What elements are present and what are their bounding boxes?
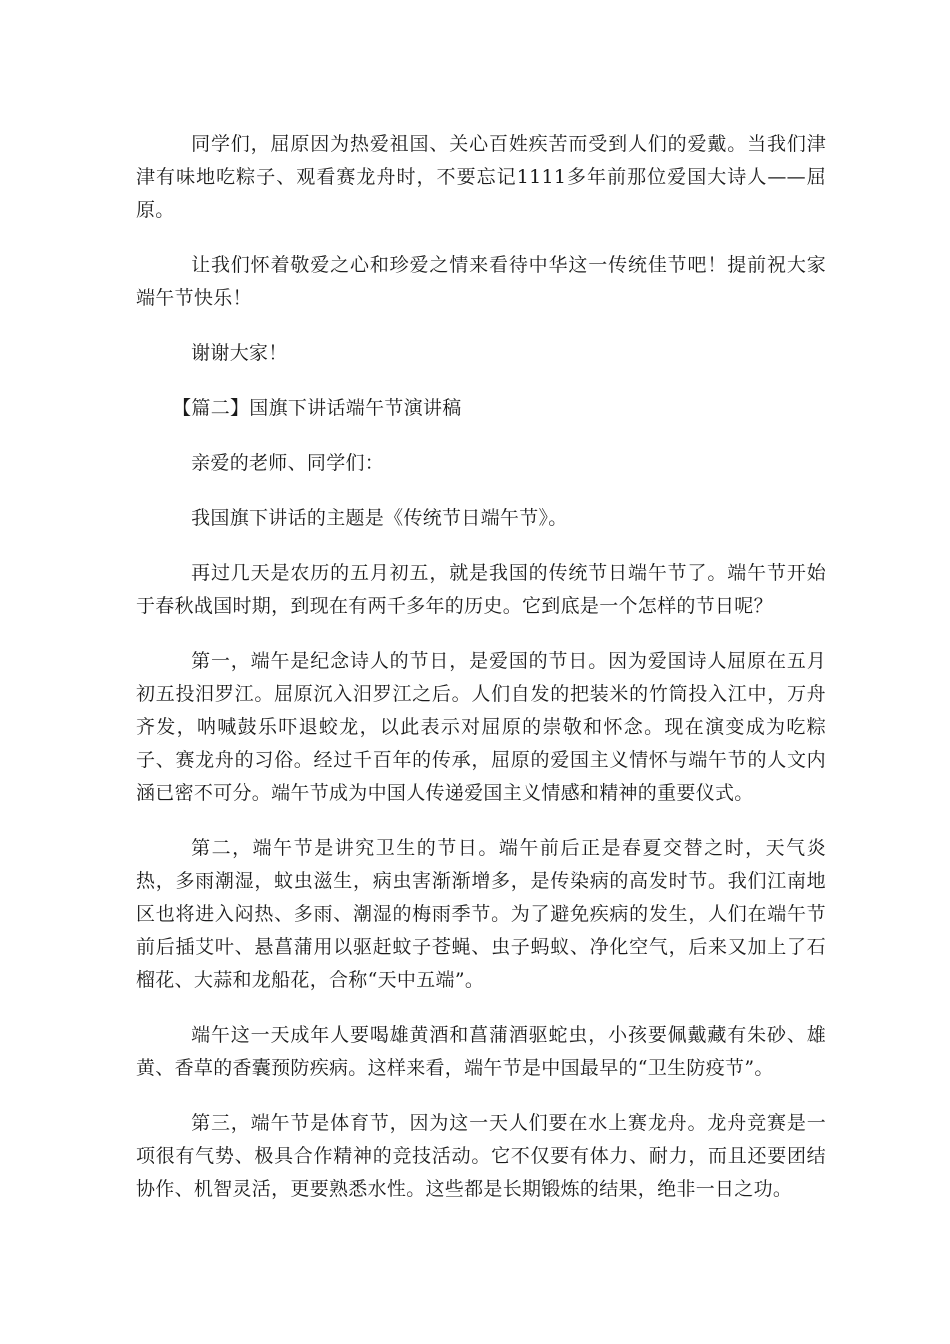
paragraph: 第三，端午节是体育节，因为这一天人们要在水上赛龙舟。龙舟竞赛是一项很有气势、极具合作精神的竞技活动。它不仅要有体力、耐力，而且还要团结协作、机智灵活，更要熟悉水性。这些都是长期锻炼的结果，绝非一日之功。 bbox=[136, 1112, 826, 1200]
paragraph: 我国旗下讲话的主题是《传统节日端午节》。 bbox=[191, 507, 568, 529]
paragraph: 亲爱的老师、同学们： bbox=[191, 452, 385, 474]
paragraph: 让我们怀着敬爱之心和珍爱之情来看待中华这一传统佳节吧！提前祝大家端午节快乐！ bbox=[136, 254, 826, 309]
paragraph: 谢谢大家！ bbox=[191, 342, 288, 364]
paragraph: 第一，端午是纪念诗人的节日，是爱国的节日。因为爱国诗人屈原在五月初五投汨罗江。屈原沉入汨罗江之后。人们自发的把装米的竹筒投入江中，万舟齐发，呐喊鼓乐吓退蛟龙，以此表示对屈原的崇敬和怀念。现在演变成为吃粽子、赛龙舟的习俗。经过千百年的传承，屈原的爱国主义情怀与端午节的人文内涵已密不可分。端午节成为中国人传递爱国主义情感和精神的重要仪式。 bbox=[136, 650, 826, 804]
paragraph: 端午这一天成年人要喝雄黄酒和菖蒲酒驱蛇虫，小孩要佩戴藏有朱砂、雄黄、香草的香囊预防疾病。这样来看，端午节是中国最早的“卫生防疫节”。 bbox=[136, 1024, 826, 1079]
paragraph: 再过几天是农历的五月初五，就是我国的传统节日端午节了。端午节开始于春秋战国时期，到现在有两千多年的历史。它到底是一个怎样的节日呢？ bbox=[136, 562, 826, 617]
section-heading: 【篇二】国旗下讲话端午节演讲稿 bbox=[172, 397, 462, 419]
paragraph: 第二，端午节是讲究卫生的节日。端午前后正是春夏交替之时，天气炎热，多雨潮湿，蚊虫滋生，病虫害渐渐增多，是传染病的高发时节。我们江南地区也将进入闷热、多雨、潮湿的梅雨季节。为了避免疾病的发生，人们在端午节前后插艾叶、悬菖蒲用以驱赶蚊子苍蝇、虫子蚂蚁、净化空气，后来又加上了石榴花、大蒜和龙船花，合称“天中五端”。 bbox=[136, 837, 826, 991]
paragraph: 同学们，屈原因为热爱祖国、关心百姓疾苦而受到人们的爱戴。当我们津津有味地吃粽子、观看赛龙舟时，不要忘记1111多年前那位爱国大诗人——屈原。 bbox=[136, 133, 826, 221]
document-body bbox=[136, 128, 826, 1228]
